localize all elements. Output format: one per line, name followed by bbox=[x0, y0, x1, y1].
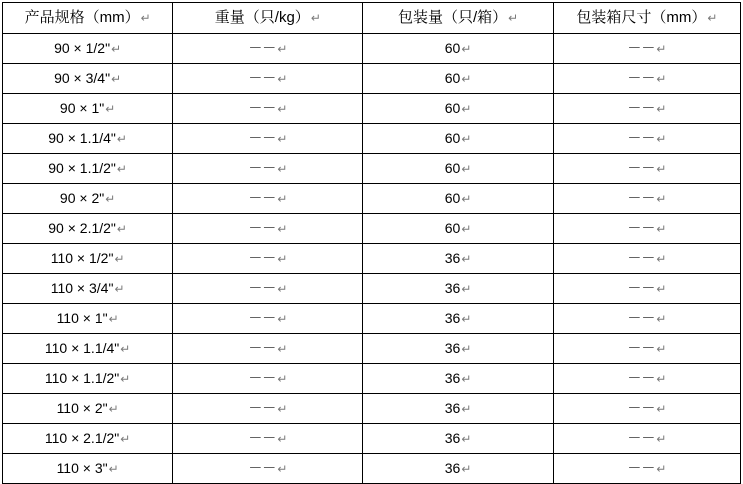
cell-text: 60 bbox=[444, 189, 461, 206]
cell-text: 60 bbox=[444, 129, 461, 146]
column-header-text: 包装箱尺寸（mm） bbox=[576, 8, 707, 26]
cell-weight bbox=[173, 94, 363, 124]
cell-text: 60 bbox=[444, 99, 461, 116]
pilcrow-mark: ↵ bbox=[277, 101, 288, 116]
table-row bbox=[3, 94, 741, 124]
cell-text: 110 × 1.1/4" bbox=[44, 339, 120, 356]
pilcrow-mark: ↵ bbox=[277, 431, 288, 446]
cell-text: －－ bbox=[627, 39, 656, 56]
cell-text: －－ bbox=[627, 339, 656, 356]
cell-carton-size bbox=[553, 454, 740, 484]
cell-text: 90 × 3/4" bbox=[54, 69, 111, 86]
cell-product-spec bbox=[3, 154, 173, 184]
cell-text: 60 bbox=[444, 219, 461, 236]
cell-carton-size bbox=[553, 244, 740, 274]
cell-packing-qty bbox=[363, 154, 553, 184]
cell-text: －－ bbox=[248, 39, 277, 56]
cell-text: 60 bbox=[444, 69, 461, 86]
cell-text: －－ bbox=[627, 309, 656, 326]
cell-carton-size bbox=[553, 424, 740, 454]
pilcrow-mark: ↵ bbox=[461, 191, 472, 206]
cell-packing-qty bbox=[363, 94, 553, 124]
table-row bbox=[3, 454, 741, 484]
cell-weight bbox=[173, 64, 363, 94]
cell-product-spec bbox=[3, 454, 173, 484]
cell-text: －－ bbox=[248, 69, 277, 86]
cell-packing-qty bbox=[363, 394, 553, 424]
cell-text: 60 bbox=[444, 159, 461, 176]
cell-product-spec bbox=[3, 394, 173, 424]
pilcrow-mark: ↵ bbox=[120, 341, 131, 356]
table-row bbox=[3, 124, 741, 154]
cell-product-spec bbox=[3, 64, 173, 94]
cell-product-spec bbox=[3, 304, 173, 334]
pilcrow-mark: ↵ bbox=[508, 10, 519, 25]
pilcrow-mark: ↵ bbox=[277, 401, 288, 416]
pilcrow-mark: ↵ bbox=[277, 371, 288, 386]
cell-text: －－ bbox=[627, 189, 656, 206]
pilcrow-mark: ↵ bbox=[277, 341, 288, 356]
cell-text: －－ bbox=[248, 459, 277, 476]
pilcrow-mark: ↵ bbox=[656, 371, 667, 386]
cell-text: －－ bbox=[627, 399, 656, 416]
cell-packing-qty bbox=[363, 64, 553, 94]
cell-product-spec bbox=[3, 274, 173, 304]
cell-text: 110 × 2" bbox=[56, 399, 108, 416]
cell-product-spec bbox=[3, 34, 173, 64]
pilcrow-mark: ↵ bbox=[656, 431, 667, 446]
table-row bbox=[3, 364, 741, 394]
pilcrow-mark: ↵ bbox=[461, 431, 472, 446]
pilcrow-mark: ↵ bbox=[114, 281, 125, 296]
cell-text: 90 × 1/2" bbox=[54, 39, 111, 56]
cell-text: －－ bbox=[627, 129, 656, 146]
pilcrow-mark: ↵ bbox=[656, 41, 667, 56]
pilcrow-mark: ↵ bbox=[656, 311, 667, 326]
pilcrow-mark: ↵ bbox=[461, 71, 472, 86]
cell-product-spec bbox=[3, 364, 173, 394]
pilcrow-mark: ↵ bbox=[277, 161, 288, 176]
cell-weight bbox=[173, 214, 363, 244]
table-header-row bbox=[3, 3, 741, 34]
table-row bbox=[3, 214, 741, 244]
cell-text: 36 bbox=[444, 249, 461, 266]
cell-product-spec bbox=[3, 424, 173, 454]
cell-weight bbox=[173, 304, 363, 334]
cell-text: 36 bbox=[444, 399, 461, 416]
column-header-product-spec bbox=[3, 3, 173, 34]
table-row bbox=[3, 64, 741, 94]
pilcrow-mark: ↵ bbox=[461, 341, 472, 356]
pilcrow-mark: ↵ bbox=[105, 191, 116, 206]
pilcrow-mark: ↵ bbox=[656, 191, 667, 206]
cell-carton-size bbox=[553, 304, 740, 334]
table-row bbox=[3, 184, 741, 214]
pilcrow-mark: ↵ bbox=[277, 71, 288, 86]
pilcrow-mark: ↵ bbox=[120, 431, 131, 446]
cell-text: －－ bbox=[627, 249, 656, 266]
cell-text: 110 × 1" bbox=[56, 309, 108, 326]
cell-text: －－ bbox=[627, 219, 656, 236]
pilcrow-mark: ↵ bbox=[461, 101, 472, 116]
pilcrow-mark: ↵ bbox=[277, 281, 288, 296]
cell-text: －－ bbox=[627, 69, 656, 86]
cell-text: 110 × 1.1/2" bbox=[44, 369, 120, 386]
pilcrow-mark: ↵ bbox=[277, 191, 288, 206]
pilcrow-mark: ↵ bbox=[277, 311, 288, 326]
product-specification-table bbox=[2, 2, 741, 484]
pilcrow-mark: ↵ bbox=[277, 461, 288, 476]
cell-text: 36 bbox=[444, 369, 461, 386]
cell-weight bbox=[173, 454, 363, 484]
cell-text: 90 × 2" bbox=[59, 189, 105, 206]
cell-text: 36 bbox=[444, 459, 461, 476]
cell-text: －－ bbox=[248, 369, 277, 386]
column-header-text: 产品规格（mm） bbox=[24, 8, 140, 26]
cell-text: －－ bbox=[248, 189, 277, 206]
pilcrow-mark: ↵ bbox=[277, 251, 288, 266]
pilcrow-mark: ↵ bbox=[656, 281, 667, 296]
cell-weight bbox=[173, 184, 363, 214]
cell-text: －－ bbox=[248, 399, 277, 416]
pilcrow-mark: ↵ bbox=[461, 161, 472, 176]
pilcrow-mark: ↵ bbox=[310, 10, 321, 25]
column-header-text: 重量（只/kg） bbox=[214, 8, 310, 26]
cell-packing-qty bbox=[363, 334, 553, 364]
cell-text: －－ bbox=[248, 429, 277, 446]
cell-text: －－ bbox=[627, 459, 656, 476]
cell-text: －－ bbox=[627, 369, 656, 386]
pilcrow-mark: ↵ bbox=[707, 10, 718, 25]
cell-text: 90 × 1" bbox=[59, 99, 105, 116]
cell-text: 110 × 1/2" bbox=[50, 249, 114, 266]
cell-text: －－ bbox=[248, 219, 277, 236]
cell-packing-qty bbox=[363, 244, 553, 274]
column-header-carton-size bbox=[553, 3, 740, 34]
pilcrow-mark: ↵ bbox=[656, 161, 667, 176]
pilcrow-mark: ↵ bbox=[108, 461, 119, 476]
pilcrow-mark: ↵ bbox=[656, 131, 667, 146]
pilcrow-mark: ↵ bbox=[461, 461, 472, 476]
cell-text: －－ bbox=[627, 279, 656, 296]
cell-carton-size bbox=[553, 154, 740, 184]
cell-packing-qty bbox=[363, 184, 553, 214]
cell-text: －－ bbox=[627, 99, 656, 116]
table-header bbox=[3, 3, 741, 34]
cell-carton-size bbox=[553, 184, 740, 214]
cell-packing-qty bbox=[363, 304, 553, 334]
cell-packing-qty bbox=[363, 274, 553, 304]
column-header-packing-qty bbox=[363, 3, 553, 34]
pilcrow-mark: ↵ bbox=[461, 251, 472, 266]
pilcrow-mark: ↵ bbox=[277, 131, 288, 146]
table-row bbox=[3, 154, 741, 184]
cell-carton-size bbox=[553, 64, 740, 94]
cell-text: 36 bbox=[444, 429, 461, 446]
pilcrow-mark: ↵ bbox=[108, 401, 119, 416]
cell-weight bbox=[173, 154, 363, 184]
cell-text: 36 bbox=[444, 309, 461, 326]
pilcrow-mark: ↵ bbox=[277, 221, 288, 236]
pilcrow-mark: ↵ bbox=[108, 311, 119, 326]
cell-text: 36 bbox=[444, 279, 461, 296]
cell-carton-size bbox=[553, 124, 740, 154]
cell-packing-qty bbox=[363, 214, 553, 244]
cell-carton-size bbox=[553, 394, 740, 424]
pilcrow-mark: ↵ bbox=[656, 101, 667, 116]
cell-product-spec bbox=[3, 94, 173, 124]
table-row bbox=[3, 34, 741, 64]
pilcrow-mark: ↵ bbox=[116, 161, 127, 176]
pilcrow-mark: ↵ bbox=[656, 251, 667, 266]
pilcrow-mark: ↵ bbox=[461, 221, 472, 236]
cell-carton-size bbox=[553, 34, 740, 64]
table-row bbox=[3, 334, 741, 364]
cell-text: －－ bbox=[248, 159, 277, 176]
cell-text: 90 × 2.1/2" bbox=[48, 219, 116, 236]
cell-carton-size bbox=[553, 334, 740, 364]
cell-packing-qty bbox=[363, 424, 553, 454]
cell-weight bbox=[173, 124, 363, 154]
cell-text: 90 × 1.1/2" bbox=[48, 159, 116, 176]
cell-weight bbox=[173, 424, 363, 454]
cell-text: 90 × 1.1/4" bbox=[48, 129, 116, 146]
column-header-weight bbox=[173, 3, 363, 34]
pilcrow-mark: ↵ bbox=[111, 41, 122, 56]
cell-product-spec bbox=[3, 334, 173, 364]
table-row bbox=[3, 394, 741, 424]
cell-carton-size bbox=[553, 214, 740, 244]
table-row bbox=[3, 244, 741, 274]
cell-weight bbox=[173, 274, 363, 304]
cell-weight bbox=[173, 34, 363, 64]
cell-packing-qty bbox=[363, 364, 553, 394]
cell-packing-qty bbox=[363, 34, 553, 64]
cell-text: －－ bbox=[627, 159, 656, 176]
pilcrow-mark: ↵ bbox=[140, 10, 151, 25]
cell-text: －－ bbox=[248, 309, 277, 326]
pilcrow-mark: ↵ bbox=[120, 371, 131, 386]
column-header-text: 包装量（只/箱） bbox=[397, 8, 508, 26]
pilcrow-mark: ↵ bbox=[105, 101, 116, 116]
pilcrow-mark: ↵ bbox=[461, 131, 472, 146]
cell-text: －－ bbox=[248, 339, 277, 356]
cell-product-spec bbox=[3, 124, 173, 154]
table-row bbox=[3, 274, 741, 304]
table-body bbox=[3, 34, 741, 484]
table-row bbox=[3, 424, 741, 454]
pilcrow-mark: ↵ bbox=[656, 461, 667, 476]
pilcrow-mark: ↵ bbox=[111, 71, 122, 86]
pilcrow-mark: ↵ bbox=[461, 371, 472, 386]
pilcrow-mark: ↵ bbox=[656, 341, 667, 356]
pilcrow-mark: ↵ bbox=[461, 281, 472, 296]
pilcrow-mark: ↵ bbox=[461, 41, 472, 56]
pilcrow-mark: ↵ bbox=[116, 131, 127, 146]
cell-product-spec bbox=[3, 244, 173, 274]
cell-product-spec bbox=[3, 214, 173, 244]
cell-weight bbox=[173, 364, 363, 394]
cell-weight bbox=[173, 334, 363, 364]
cell-text: 36 bbox=[444, 339, 461, 356]
cell-text: －－ bbox=[248, 129, 277, 146]
pilcrow-mark: ↵ bbox=[277, 41, 288, 56]
cell-text: －－ bbox=[248, 99, 277, 116]
cell-text: －－ bbox=[248, 249, 277, 266]
pilcrow-mark: ↵ bbox=[114, 251, 125, 266]
pilcrow-mark: ↵ bbox=[461, 401, 472, 416]
cell-packing-qty bbox=[363, 124, 553, 154]
cell-product-spec bbox=[3, 184, 173, 214]
cell-text: －－ bbox=[248, 279, 277, 296]
pilcrow-mark: ↵ bbox=[656, 71, 667, 86]
cell-carton-size bbox=[553, 364, 740, 394]
cell-carton-size bbox=[553, 94, 740, 124]
table-row bbox=[3, 304, 741, 334]
cell-text: 110 × 3/4" bbox=[50, 279, 114, 296]
cell-text: 110 × 2.1/2" bbox=[44, 429, 120, 446]
pilcrow-mark: ↵ bbox=[656, 221, 667, 236]
pilcrow-mark: ↵ bbox=[461, 311, 472, 326]
cell-carton-size bbox=[553, 274, 740, 304]
cell-weight bbox=[173, 394, 363, 424]
pilcrow-mark: ↵ bbox=[116, 221, 127, 236]
cell-text: 110 × 3" bbox=[56, 459, 108, 476]
cell-text: 60 bbox=[444, 39, 461, 56]
cell-weight bbox=[173, 244, 363, 274]
pilcrow-mark: ↵ bbox=[656, 401, 667, 416]
cell-text: －－ bbox=[627, 429, 656, 446]
cell-packing-qty bbox=[363, 454, 553, 484]
